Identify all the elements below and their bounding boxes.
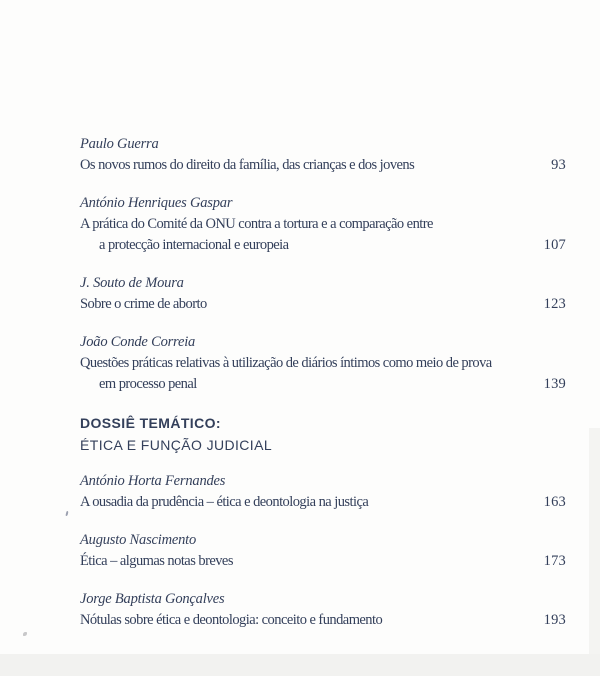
toc-entry bbox=[80, 471, 566, 513]
toc-entry bbox=[80, 530, 566, 572]
author-name: Paulo Guerra bbox=[80, 136, 159, 152]
entry-title-text: Nótulas sobre ética e deontologia: conceito e fundamento bbox=[80, 612, 383, 628]
author-name: Augusto Nascimento bbox=[80, 532, 197, 548]
entry-title-text: A ousadia da prudência – ética e deontologia na justiça bbox=[80, 494, 369, 510]
entry-title-text: em processo penal bbox=[99, 376, 197, 392]
section-heading bbox=[80, 412, 566, 456]
page-number: 193 bbox=[543, 612, 566, 628]
entry-line bbox=[80, 235, 566, 256]
entry-title-text: A prática do Comité da ONU contra a tortura e a comparação entre bbox=[80, 216, 433, 232]
entry-title-text: Os novos rumos do direito da família, das crianças e dos jovens bbox=[80, 157, 415, 173]
entry-line bbox=[80, 610, 566, 631]
page-number: 163 bbox=[543, 494, 566, 510]
page-number: 139 bbox=[543, 376, 566, 392]
entry-line bbox=[80, 492, 566, 513]
entry-line bbox=[80, 551, 566, 572]
toc-entry bbox=[80, 273, 566, 315]
page-number: 123 bbox=[543, 296, 566, 312]
entry-line bbox=[80, 353, 566, 374]
entry-line bbox=[80, 214, 566, 235]
scan-artifact bbox=[23, 632, 27, 636]
toc-entry bbox=[80, 134, 566, 176]
entry-line bbox=[80, 294, 566, 315]
section-heading-line2: ÉTICA E FUNÇÃO JUDICIAL bbox=[80, 437, 273, 453]
entry-title-text: a protecção internacional e europeia bbox=[99, 237, 289, 253]
section-heading-line1: DOSSIÊ TEMÁTICO: bbox=[80, 415, 221, 431]
author-name: António Horta Fernandes bbox=[80, 473, 226, 489]
toc-entry bbox=[80, 193, 566, 256]
entry-title-text: Sobre o crime de aborto bbox=[80, 296, 207, 312]
author-name: Jorge Baptista Gonçalves bbox=[80, 591, 225, 607]
author-name: João Conde Correia bbox=[80, 334, 196, 350]
entry-line bbox=[80, 374, 566, 395]
author-name: António Henriques Gaspar bbox=[80, 195, 233, 211]
page-number: 107 bbox=[543, 237, 566, 253]
page-number: 173 bbox=[543, 553, 566, 569]
table-of-contents bbox=[80, 134, 566, 648]
page-number: 93 bbox=[551, 157, 566, 173]
toc-entry bbox=[80, 589, 566, 631]
entry-title-text: Questões práticas relativas à utilização de diários íntimos como meio de prova bbox=[80, 355, 492, 371]
scan-shadow-bottom bbox=[0, 654, 600, 676]
toc-entry bbox=[80, 332, 566, 395]
scan-shadow-right bbox=[589, 428, 600, 676]
entry-line bbox=[80, 155, 566, 176]
scan-artifact bbox=[65, 511, 68, 516]
author-name: J. Souto de Moura bbox=[80, 275, 184, 291]
entry-title-text: Ética – algumas notas breves bbox=[80, 553, 233, 569]
